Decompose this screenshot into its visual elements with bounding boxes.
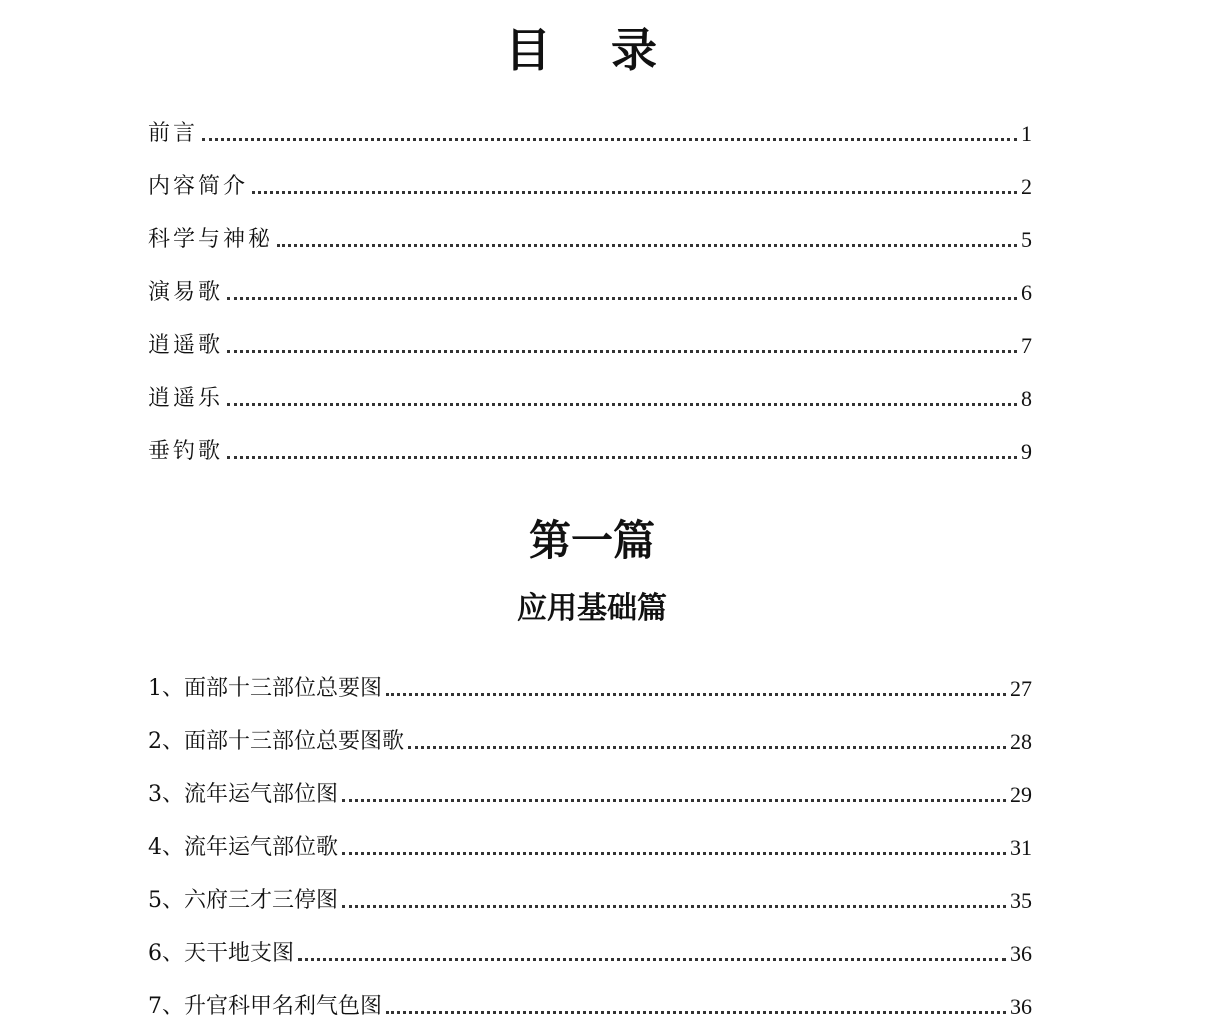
dot-leader [342,799,1006,802]
dot-leader [386,693,1006,696]
dot-leader [408,746,1006,749]
toc-entry[interactable] [148,704,1032,757]
toc-entry-label: 4、流年运气部位歌 [148,835,338,860]
toc-entry-label: 2、面部十三部位总要图歌 [148,729,404,754]
dot-leader [277,244,1017,247]
toc-entry[interactable] [148,202,1032,255]
toc-entry[interactable] [148,308,1032,361]
toc-entry-page: 35 [1010,888,1032,913]
toc-entry-label: 1、面部十三部位总要图 [148,676,382,701]
dot-leader [342,905,1006,908]
toc-entry-page: 1 [1021,121,1032,146]
toc-entry-page: 7 [1021,333,1032,358]
toc-entry-label: 内容简介 [148,174,249,199]
part-subtitle: 应用基础篇 [517,591,667,626]
dot-leader [202,138,1017,141]
toc-entry-page: 36 [1010,994,1032,1019]
dot-leader [227,456,1017,459]
toc-entry-page: 9 [1021,439,1032,464]
toc-entry-page: 29 [1010,782,1032,807]
front-matter-list [148,96,1032,467]
toc-entry-label: 7、升官科甲名利气色图 [148,994,382,1019]
toc-entry-page: 6 [1021,280,1032,305]
dot-leader [227,350,1017,353]
dot-leader [342,852,1006,855]
dot-leader [227,403,1017,406]
toc-entry[interactable] [148,757,1032,810]
dot-leader [227,297,1017,300]
toc-entry-label: 3、流年运气部位图 [148,782,338,807]
toc-entry[interactable] [148,96,1032,149]
toc-entry-page: 8 [1021,386,1032,411]
toc-entry-page: 28 [1010,729,1032,754]
toc-entry-page: 27 [1010,676,1032,701]
toc-entry-page: 31 [1010,835,1032,860]
toc-entry[interactable] [148,810,1032,863]
dot-leader [252,191,1017,194]
toc-entry-page: 5 [1021,227,1032,252]
toc-entry-label: 5、六府三才三停图 [148,888,338,913]
toc-entry[interactable] [148,361,1032,414]
toc-entry-label: 前言 [148,121,199,146]
part-title: 第一篇 [528,516,655,565]
toc-entry-label: 演易歌 [148,280,224,305]
toc-entry-label: 逍遥歌 [148,333,224,358]
part-one-list [148,651,1032,1022]
page-title: 目 录 [504,23,679,77]
toc-entry-label: 垂钓歌 [148,439,224,464]
toc-entry-label: 6、天干地支图 [148,941,294,966]
toc-entry-label: 逍遥乐 [148,386,224,411]
toc-entry[interactable] [148,863,1032,916]
toc-entry[interactable] [148,149,1032,202]
toc-entry[interactable] [148,916,1032,969]
toc-entry[interactable] [148,969,1032,1022]
toc-entry[interactable] [148,651,1032,704]
toc-entry-label: 科学与神秘 [148,227,274,252]
toc-entry[interactable] [148,414,1032,467]
dot-leader [298,958,1006,961]
toc-entry-page: 2 [1021,174,1032,199]
dot-leader [386,1011,1006,1014]
toc-entry-page: 36 [1010,941,1032,966]
toc-entry[interactable] [148,255,1032,308]
